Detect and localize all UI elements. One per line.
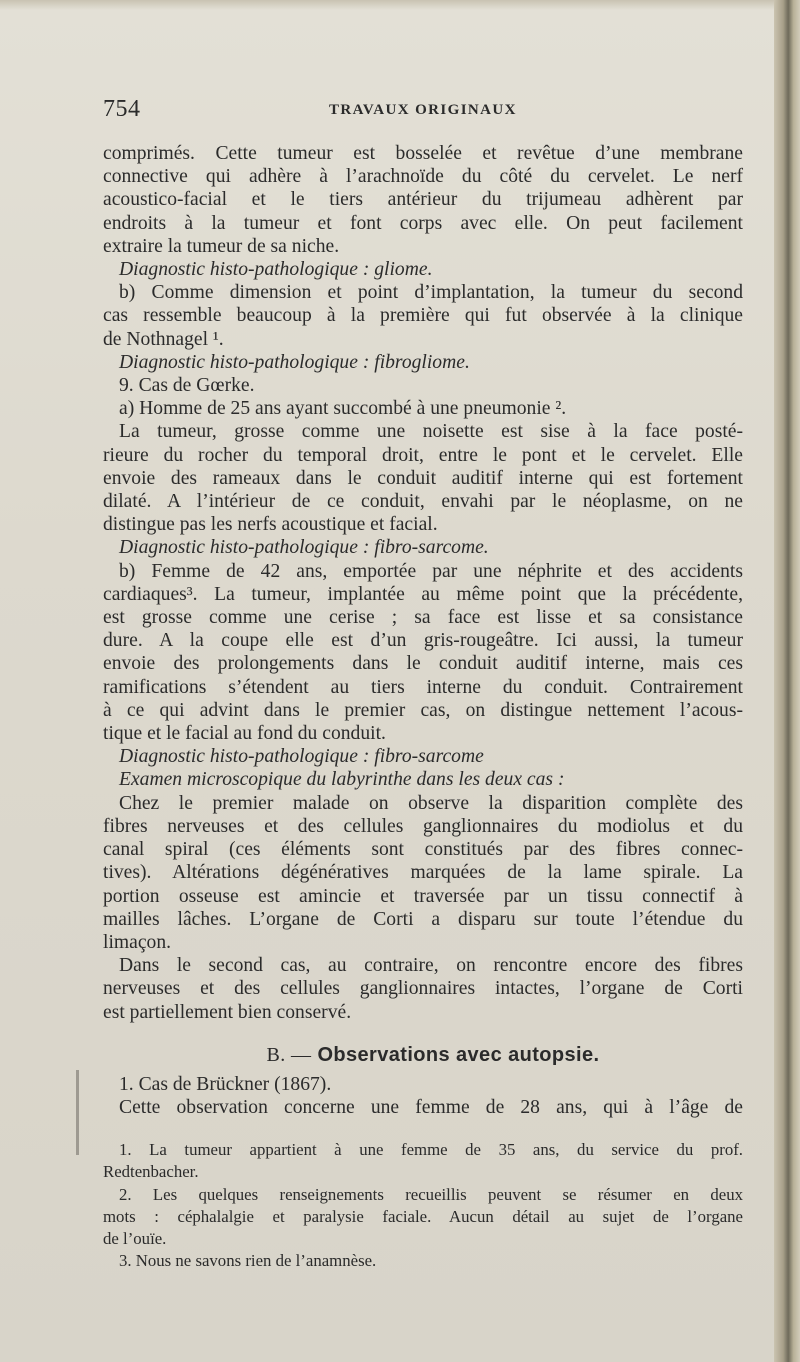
text-line: tique et le facial au fond du conduit. xyxy=(103,723,386,745)
diagnosis-line: Diagnostic histo-pathologique : fibro-sarcome. xyxy=(119,537,489,559)
case-heading: 1. Cas de Brückner (1867). xyxy=(119,1073,332,1095)
text-line: distingue pas les nerfs acoustique et facial. xyxy=(103,514,438,536)
text-line: fibres nerveuses et des cellules ganglionnaires du modiolus et du xyxy=(103,815,743,837)
section-letter: B. — xyxy=(266,1043,312,1066)
section-gap xyxy=(103,1024,743,1044)
text-line: limaçon. xyxy=(103,931,172,953)
text-line: ramifications s’étendent au tiers interne du conduit. Contrairement xyxy=(103,676,743,698)
text-line: envoie des prolongements dans le conduit auditif interne, mais ces xyxy=(103,653,743,675)
text-line: tives). Altérations dégénératives marquées de la lame spirale. La xyxy=(103,862,743,884)
text-line: de Nothnagel ¹. xyxy=(103,328,224,350)
text-line: endroits à la tumeur et font corps avec elle. On peut facilement xyxy=(103,212,743,234)
text-line: cas ressemble beaucoup à la première qui fut observée à la clinique xyxy=(103,305,743,327)
page-binding-edge xyxy=(774,0,800,1362)
page-number: 754 xyxy=(103,96,141,122)
diagnosis-line: Diagnostic histo-pathologique : fibrogliome. xyxy=(119,351,470,373)
main-text xyxy=(103,142,743,1119)
text-line: à ce qui advint dans le premier cas, on distingue nettement l’acous- xyxy=(103,699,743,721)
text-line: envoie des rameaux dans le conduit auditif interne qui est fortement xyxy=(103,467,743,489)
text-line: a) Homme de 25 ans ayant succombé à une pneumonie ². xyxy=(119,398,567,420)
diagnosis-line: Diagnostic histo-pathologique : gliome. xyxy=(119,259,433,281)
text-line: Chez le premier malade on observe la disparition complète des xyxy=(119,792,743,814)
section-heading xyxy=(103,1044,743,1067)
footnote-line: mots : céphalalgie et paralysie faciale. Aucun détail au sujet de l’organe xyxy=(103,1206,743,1226)
case-heading: 9. Cas de Gœrke. xyxy=(119,375,255,397)
text-line: b) Femme de 42 ans, emportée par une néphrite et des accidents xyxy=(119,560,743,582)
footnote-line: 3. Nous ne savons rien de l’anamnèse. xyxy=(119,1251,377,1271)
page-top-shadow xyxy=(0,0,800,10)
text-line: Cette observation concerne une femme de 28 ans, qui à l’âge de xyxy=(119,1097,743,1119)
text-line: mailles lâches. L’organe de Corti a disparu sur toute l’étendue du xyxy=(103,908,743,930)
text-line: b) Comme dimension et point d’implantation, la tumeur du second xyxy=(119,282,743,304)
running-head: TRAVAUX ORIGINAUX xyxy=(329,102,517,118)
diagnosis-line: Diagnostic histo-pathologique : fibro-sarcome xyxy=(119,746,484,768)
margin-pencil-mark xyxy=(76,1070,79,1155)
text-line: dilaté. A l’intérieur de ce conduit, envahi par le néoplasme, on ne xyxy=(103,491,743,513)
text-line: acoustico-facial et le tiers antérieur du trijumeau adhèrent par xyxy=(103,189,743,211)
text-line: dure. A la coupe elle est d’un gris-rougeâtre. Ici aussi, la tumeur xyxy=(103,630,743,652)
text-line: La tumeur, grosse comme une noisette est sise à la face posté- xyxy=(119,421,743,443)
footnotes xyxy=(103,1139,743,1273)
text-line: comprimés. Cette tumeur est bosselée et revêtue d’une membrane xyxy=(103,143,743,164)
text-line: est grosse comme une cerise ; sa face est lisse et sa consistance xyxy=(103,607,743,629)
text-line: Dans le second cas, au contraire, on rencontre encore des fibres xyxy=(119,955,743,977)
footnote-line: 2. Les quelques renseignements recueillis peuvent se résumer en deux xyxy=(119,1184,743,1204)
footnote-line: 1. La tumeur appartient à une femme de 35 ans, du service du prof. xyxy=(119,1140,743,1159)
section-title-text: Observations avec autopsie. xyxy=(317,1043,600,1066)
text-line: nerveuses et des cellules ganglionnaires intactes, l’organe de Corti xyxy=(103,978,743,1000)
text-line: connective qui adhère à l’arachnoïde du côté du cervelet. Le nerf xyxy=(103,166,743,188)
text-line: est partiellement bien conservé. xyxy=(103,1001,352,1023)
footnote-line: Redtenbacher. xyxy=(103,1162,199,1182)
text-line: portion osseuse est amincie et traversée par un tissu connectif à xyxy=(103,885,743,907)
text-line: rieure du rocher du temporal droit, entre le pont et le cervelet. Elle xyxy=(103,444,743,466)
text-line: canal spiral (ces éléments sont constitués par des fibres connec- xyxy=(103,839,743,861)
footnote-line: de l’ouïe. xyxy=(103,1229,167,1249)
exam-heading: Examen microscopique du labyrinthe dans les deux cas : xyxy=(119,769,565,791)
text-line: extraire la tumeur de sa niche. xyxy=(103,235,340,257)
text-line: cardiaques³. La tumeur, implantée au même point que la précédente, xyxy=(103,583,743,605)
page-header xyxy=(103,96,743,126)
